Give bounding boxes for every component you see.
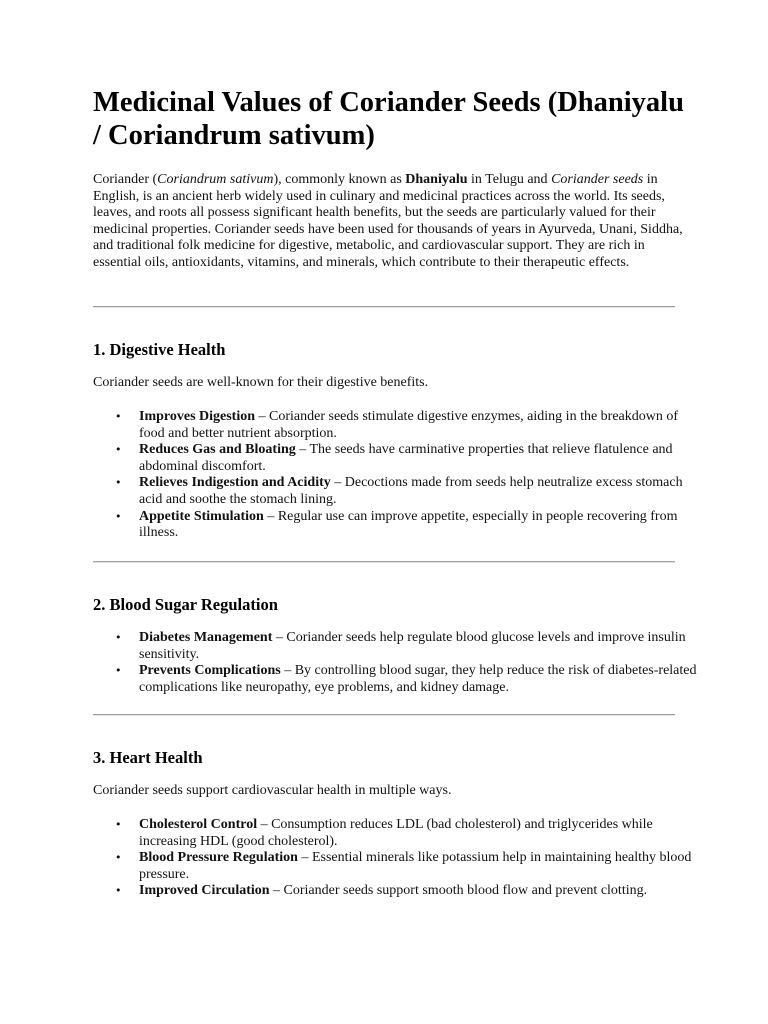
list-item-term: Reduces Gas and Bloating [139,442,296,458]
list-item [139,475,699,508]
intro-text: Coriander ( [93,172,158,187]
divider [93,306,675,308]
list-item-desc: – Coriander seeds help regulate blood glucose levels and improve insulin sensitivity. [139,630,686,662]
section-lead-digestive-health: Coriander seeds are well-known for their digestive benefits. [93,375,429,390]
page-title: Medicinal Values of Coriander Seeds (Dhaniyalu / Coriandrum sativum) [93,87,684,151]
divider [93,561,675,563]
list-item-term: Prevents Complications [139,663,281,679]
list-item-term: Relieves Indigestion and Acidity [139,475,331,491]
section-heading-digestive-health: 1. Digestive Health [93,340,226,359]
list-item [139,850,699,883]
list-item-desc: – The seeds have carminative properties that relieve flatulence and abdominal discomfort. [139,442,673,474]
list-item-term: Improved Circulation [139,883,270,899]
list-item [139,409,699,442]
list-item-term: Blood Pressure Regulation [139,850,298,866]
list-item-desc: – Coriander seeds support smooth blood flow and prevent clotting. [269,883,648,899]
section-heading-heart-health: 3. Heart Health [93,748,203,767]
list-item [139,663,699,696]
intro-text: ), commonly known as [273,172,406,187]
intro-italic-latin-name: Coriandrum sativum [157,172,274,187]
list-item [139,630,699,663]
section-heading-blood-sugar-regulation: 2. Blood Sugar Regulation [93,595,278,614]
intro-text: in English, is an ancient herb widely used in culinary and medicinal practices across the world. Its seeds, leaves, and roots all possess significant health benefits, but the seeds are particularly valued for their medicinal properties. Coriander seeds have been used for thousands of years in Ayurveda, Unani, Siddha, and traditional folk medicine for digestive, metabolic, and cardiovascular support. They are rich in essential oils, antioxidants, vitamins, and minerals, which contribute to their therapeutic effects. [93,172,683,270]
divider [93,714,675,716]
intro-text: in Telugu and [467,172,552,187]
intro-italic-english-name: Coriander seeds [551,172,644,187]
list-item-term: Diabetes Management [139,630,273,645]
list-item [139,883,699,900]
list-item [139,817,699,850]
list-item-desc: – Consumption reduces LDL (bad cholesterol) and triglycerides while increasing HDL (good cholesterol). [139,817,653,849]
list-item-desc: – Regular use can improve appetite, especially in people recovering from illness. [139,508,678,541]
list-item-desc: – Decoctions made from seeds help neutralize excess stomach acid and soothe the stomach lining. [139,475,683,507]
list-item-desc: – Essential minerals like potassium help in maintaining healthy blood pressure. [139,850,692,882]
section-lead-heart-health: Coriander seeds support cardiovascular health in multiple ways. [93,783,452,798]
intro-paragraph [93,172,683,272]
list-item [139,442,699,475]
list-item-desc: – Coriander seeds stimulate digestive enzymes, aiding in the breakdown of food and better nutrient absorption. [139,409,679,441]
list-item-desc: – By controlling blood sugar, they help reduce the risk of diabetes-related complications like neuropathy, eye problems, and kidney damage. [139,663,697,695]
blood-sugar-list [93,630,699,696]
list-item-term: Improves Digestion [139,409,256,424]
list-item-term: Cholesterol Control [139,817,258,832]
heart-health-list [93,817,699,900]
digestive-health-list [93,409,699,542]
list-item-term: Appetite Stimulation [139,508,264,524]
intro-bold-telugu-name: Dhaniyalu [405,172,468,187]
list-item [139,509,699,542]
